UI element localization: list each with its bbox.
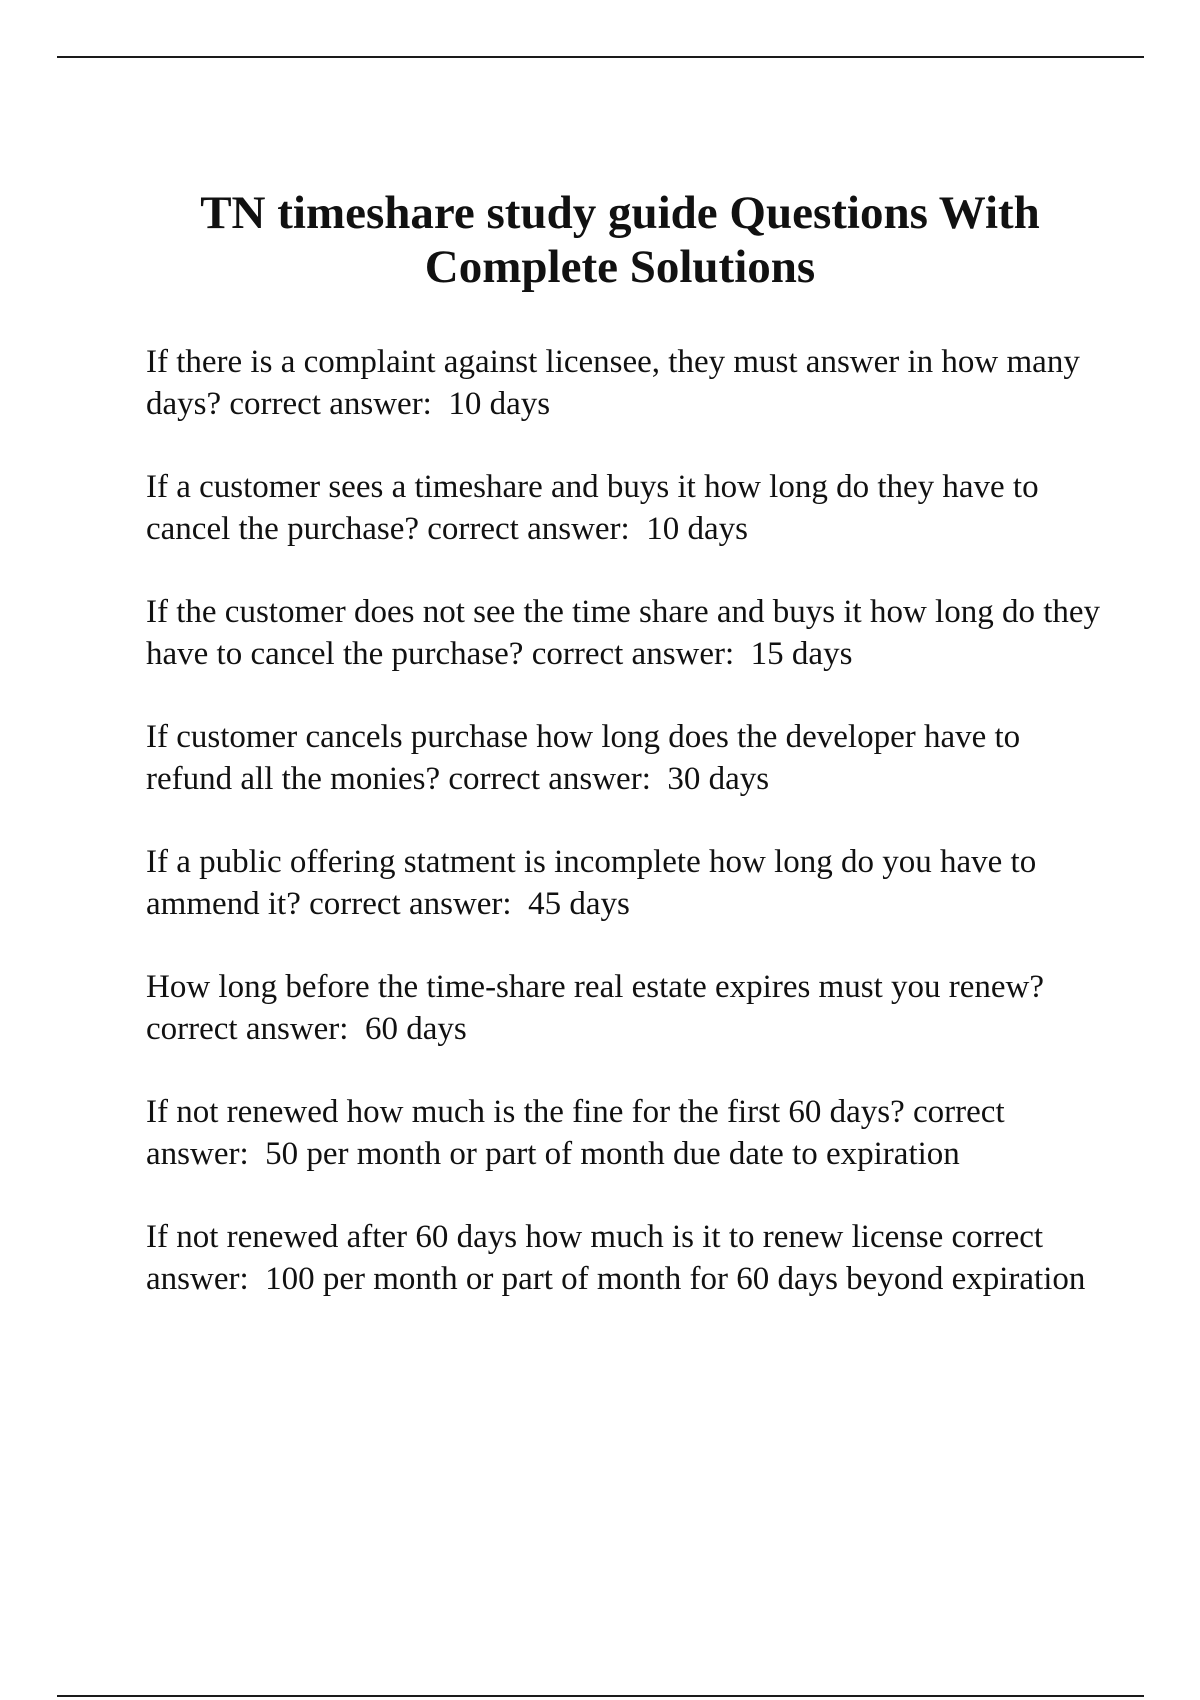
qa-item: If customer cancels purchase how long does the developer have to refund all the monies? correct answer: 30 days — [146, 719, 1029, 797]
qa-item: If not renewed how much is the fine for the first 60 days? correct answer: 50 per month or part of month due date to expiration — [146, 1094, 1013, 1172]
document-title-line-2: Complete Solutions — [424, 241, 816, 293]
qa-item: If the customer does not see the time share and buys it how long do they have to cancel the purchase? correct answer: 15 days — [146, 594, 1109, 672]
qa-item: If there is a complaint against licensee, they must answer in how many days? correct answer: 10 days — [146, 344, 1089, 422]
qa-item: How long before the time-share real estate expires must you renew? correct answer: 60 days — [146, 969, 1053, 1047]
qa-item: If not renewed after 60 days how much is it to renew license correct answer: 100 per month or part of month for 60 days beyond expiration — [146, 1219, 1086, 1297]
document-title — [140, 186, 1100, 294]
header-rule — [57, 56, 1144, 58]
document-title-line-1: TN timeshare study guide Questions With — [200, 187, 1040, 239]
question-answer-list — [146, 341, 1109, 1341]
qa-item: If a customer sees a timeshare and buys it how long do they have to cancel the purchase? correct answer: 10 days — [146, 469, 1047, 547]
qa-item: If a public offering statment is incomplete how long do you have to ammend it? correct answer: 45 days — [146, 844, 1045, 922]
footer-rule — [57, 1695, 1144, 1697]
